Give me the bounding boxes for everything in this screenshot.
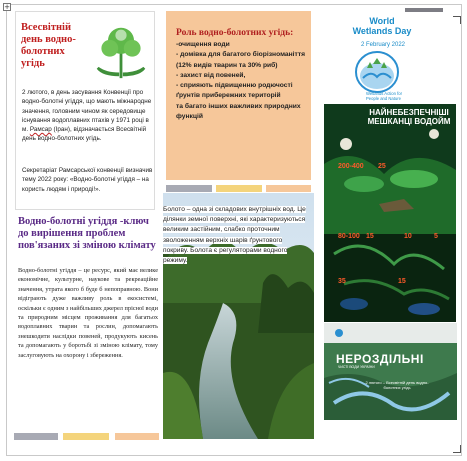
decor-bar-yellow bbox=[216, 185, 262, 192]
dangerous-animals-poster bbox=[324, 104, 456, 322]
ramsar-word: Рамсар bbox=[29, 126, 52, 134]
role-item: та багато інших важливих природних функцій bbox=[176, 102, 301, 121]
role-item: - домівка для багатого біорізноманіття (12% видів тварин та 30% риб) bbox=[176, 51, 305, 69]
tree-hands-illustration bbox=[93, 24, 149, 80]
swamp-paragraph: Болото – одна зі складових внутрішніх вод. Це ділянки земної поверхні, які характеризуються великим застійним, слабко проточним зволоженням верхніх шарів ґрунтового покриву. Болота є регуляторами водного режиму. bbox=[163, 206, 306, 265]
role-list bbox=[176, 40, 308, 122]
crop-mark-bottom-right bbox=[453, 445, 461, 453]
nerozdilni-poster bbox=[324, 323, 457, 420]
decor-bar-grey bbox=[14, 433, 58, 440]
animal-number: 15 bbox=[366, 233, 374, 240]
role-item: - сприяють підвищенню родючості ґрунтів прибережних територій bbox=[176, 82, 293, 100]
animal-number: 200-400 bbox=[338, 163, 364, 170]
decor-bar-peach bbox=[266, 185, 311, 192]
nero-title: НЕРОЗДІЛЬНІ bbox=[336, 352, 424, 366]
resource-paragraph: Водно-болотні угіддя – це ресурс, який має велике економічне, культурне, наукове та рекреаційне значення, утрата якого б буде б непоправною. Вони відіграють дуже важливу роль в екосистемі, оскільки є одним з найбільших джерел прісної води та природним місцем проживання для багатьох водоплавних тварин та рослин, допомагають знешкодити наслідки повеней, продукують кисень та допомагають у боротьбі зі зміною клімату, тому заслуговують на охорону і збереження. bbox=[18, 267, 158, 359]
wetland-logo-icon bbox=[353, 50, 401, 94]
animal-number: 80-100 bbox=[338, 233, 360, 240]
animal-number: 35 bbox=[338, 278, 346, 285]
intro-paragraph: 2 лютого, в день засування Конвенції про водно-болотні угіддя, що мають міжнародне значення, головним чином як середовище існування водоплавних птахів у 1971 році в м. Рамсар (Іран), відзначається Всесвітній день водно-болотних угідь. bbox=[22, 89, 152, 143]
nero-subtitle: ЧИСТІ ВОДИ УКРАЇНИ bbox=[338, 365, 375, 369]
animal-number: 15 bbox=[398, 278, 406, 285]
nero-landscape bbox=[324, 323, 457, 420]
wwd-title: World Wetlands Day bbox=[352, 16, 412, 36]
animals-title: НАЙНЕБЕЗПЕЧНІШІ МЕШКАНЦІ ВОДОЙМ bbox=[367, 108, 451, 126]
nero-footer: 2 лютого – Всесвітній день водно-болотних угідь bbox=[365, 380, 429, 390]
wwd-date: 2 February 2022 bbox=[360, 42, 406, 48]
animal-number: 10 bbox=[404, 233, 412, 240]
wwd-slogan: Wetlands Action for People and Nature bbox=[366, 91, 403, 101]
crop-mark-top-right bbox=[453, 16, 461, 24]
climate-subtitle: Водно-болотні угіддя -ключ до вирішення проблем пов'язаних зі зміною клімату bbox=[18, 216, 156, 251]
animals-illustration bbox=[324, 104, 456, 322]
decor-bar-peach bbox=[115, 433, 159, 440]
decor-bar-grey bbox=[166, 185, 212, 192]
role-item: - захист від повеней, bbox=[176, 71, 246, 79]
decor-bar-yellow bbox=[63, 433, 109, 440]
animal-number: 5 bbox=[434, 233, 438, 240]
wetlands-day-title: Всесвітній день водно-болотних угідь bbox=[21, 22, 76, 69]
role-title: Роль водно-болотних угідь: bbox=[176, 28, 294, 38]
animal-number: 25 bbox=[378, 163, 386, 170]
theme-paragraph: Секретаріат Рамсарської конвенції визначив тему 2022 року: «Водно-болотні угіддя – на користь людям і природі!». bbox=[22, 167, 153, 193]
move-handle-icon[interactable]: + bbox=[4, 3, 10, 11]
role-item: -очищення води bbox=[176, 41, 230, 48]
